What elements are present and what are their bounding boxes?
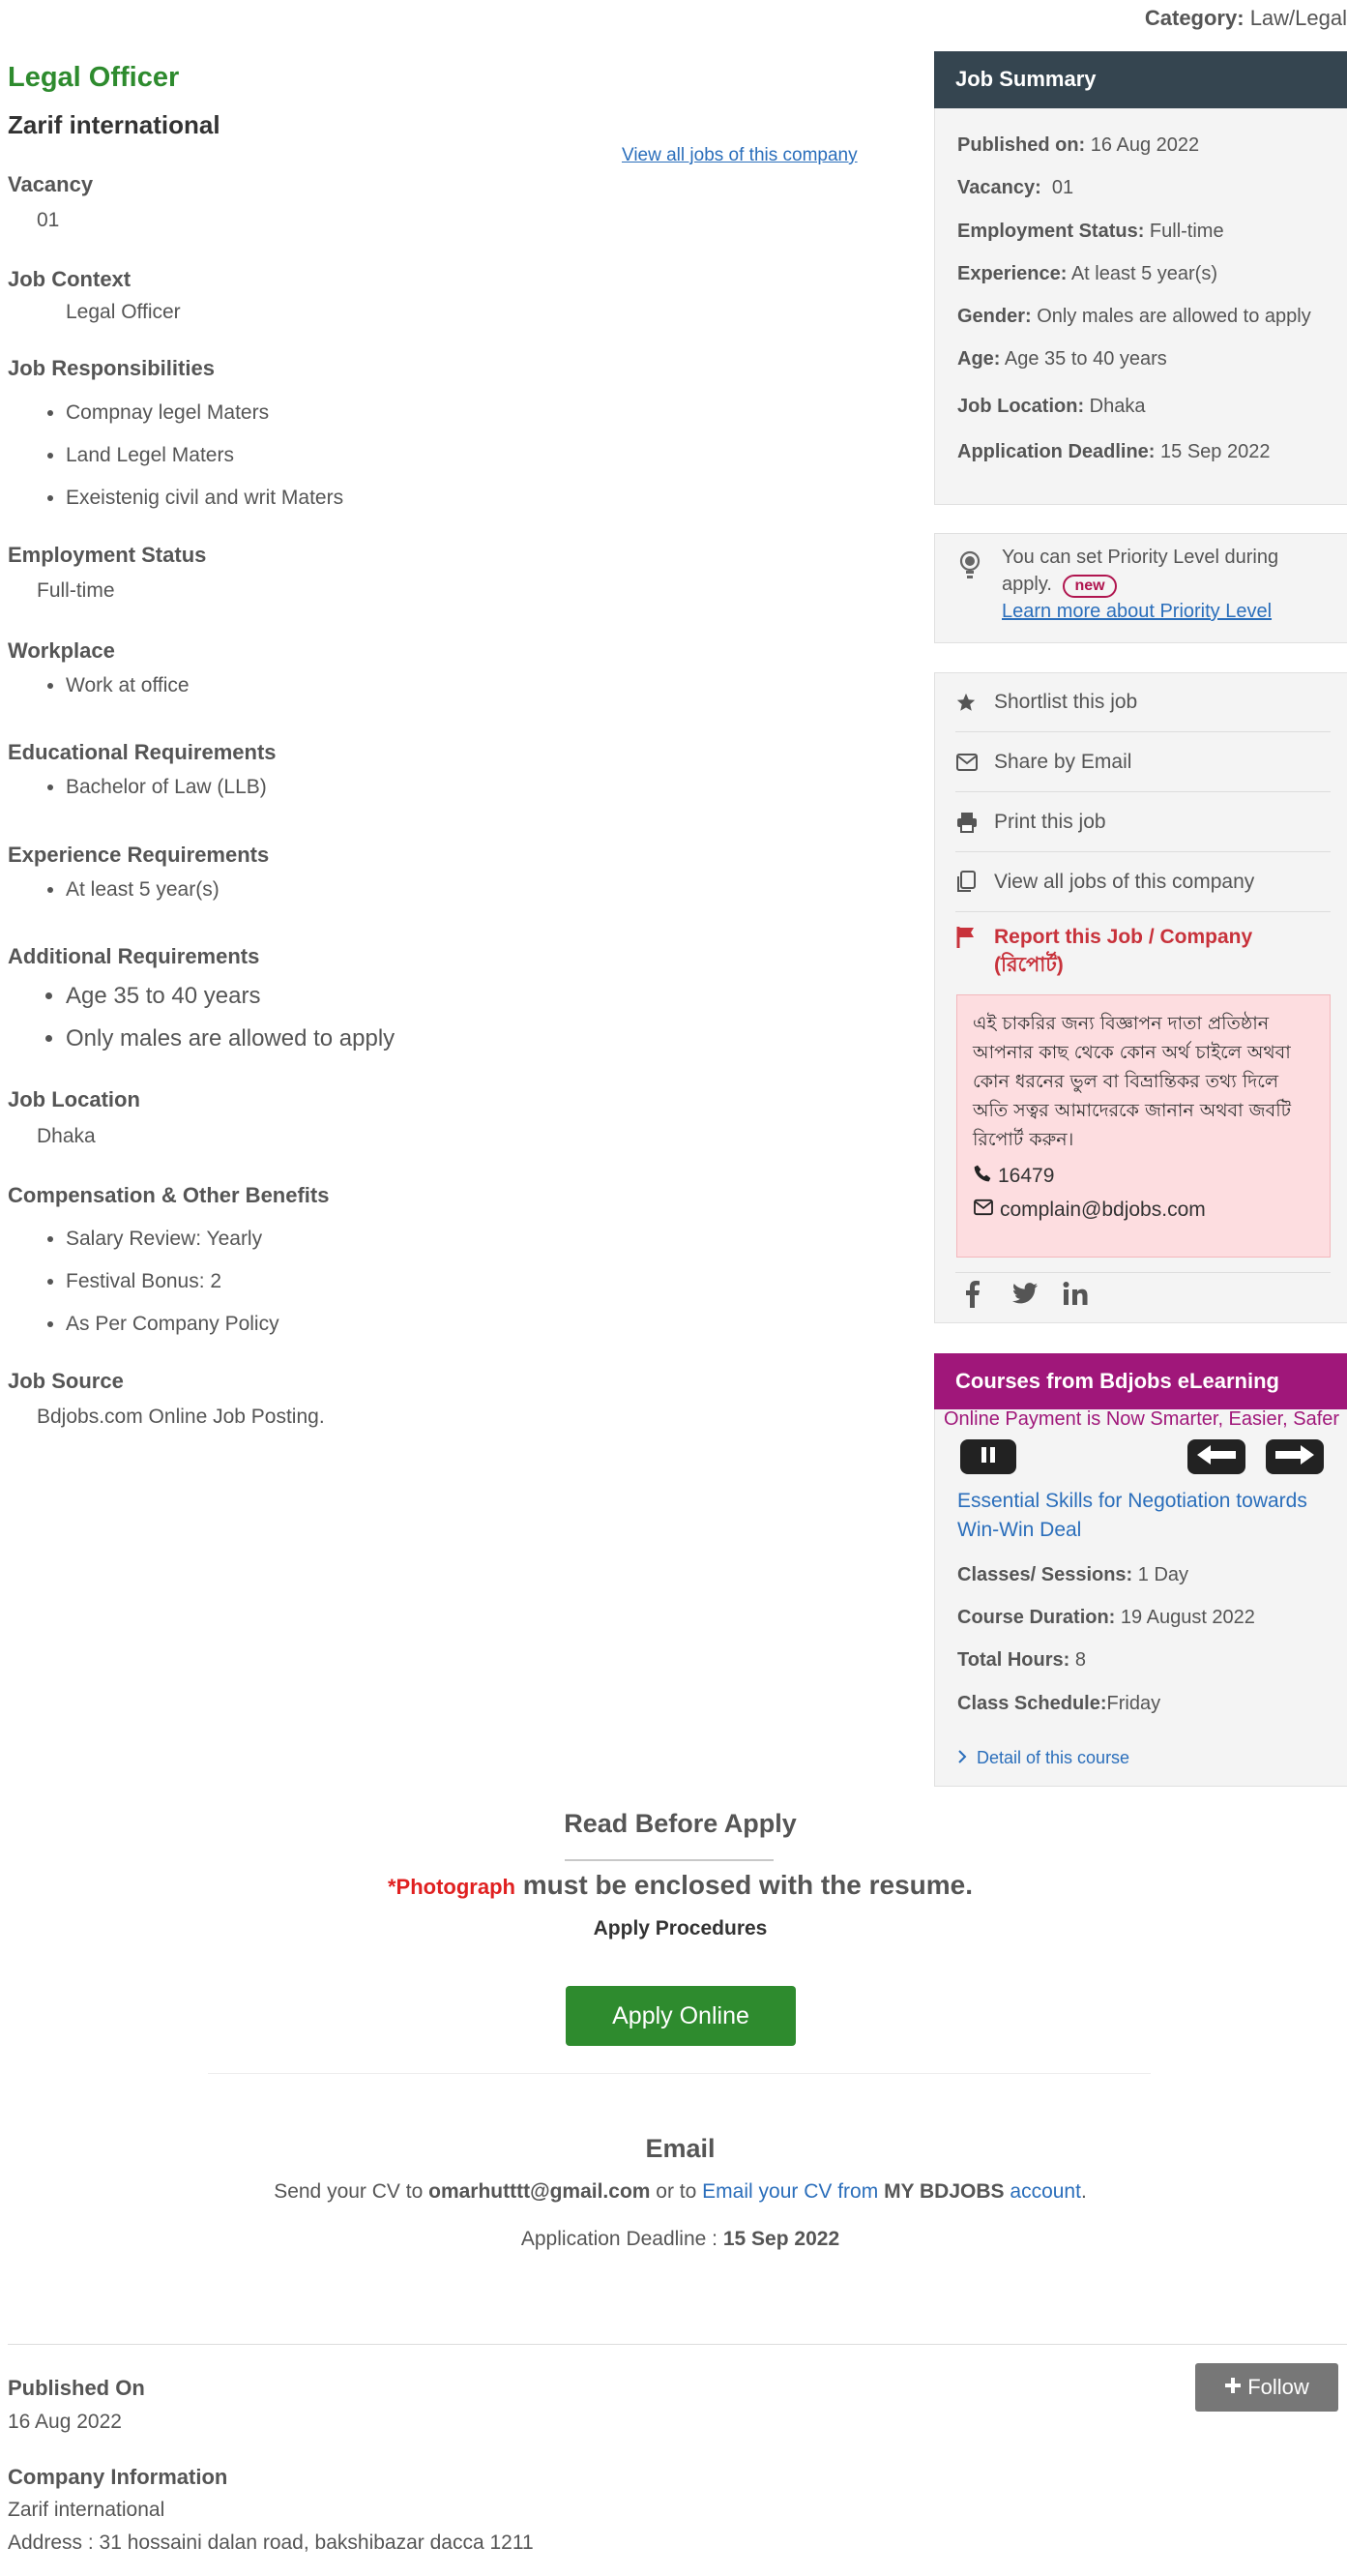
course-duration: Course Duration: 19 August 2022 — [957, 1607, 1255, 1628]
category-label: Category: — [1144, 6, 1245, 30]
flag-icon — [955, 926, 994, 949]
warning-text: এই চাকরির জন্য বিজ্ঞাপন দাতা প্রতিষ্ঠান আপনার কাছ থেকে কোন অর্থ চাইলে অথবা কোন ধরনের ভুল বা বিভ্রান্তিকর তথ্য দিলে অতি সত্বর আমাদেরকে জানান অথবা জবটি রিপোর্ট করুন। — [973, 1013, 1291, 1150]
list-item: • As Per Company Policy — [66, 1303, 279, 1346]
divider — [955, 1272, 1331, 1273]
photograph-notice: *Photograph must be enclosed with the resume. — [387, 1870, 973, 1900]
compensation-heading: Compensation & Other Benefits — [8, 1183, 330, 1207]
share-label: Share by Email — [994, 750, 1132, 773]
employment-status-heading: Employment Status — [8, 543, 207, 567]
print-job-button[interactable] — [955, 792, 1331, 852]
vacancy-value: 01 — [37, 209, 60, 231]
pause-icon — [981, 1446, 996, 1468]
report-label: Report this Job / Company (রিপোর্ট) — [994, 926, 1253, 976]
warning-phone: 16479 — [973, 1164, 1314, 1189]
apply-online-button[interactable]: Apply Online — [566, 1986, 796, 2046]
copy-icon — [955, 871, 994, 894]
additional-list — [35, 975, 395, 1060]
photograph-required: *Photograph — [387, 1875, 515, 1899]
list-item: • Exeistenig civil and writ Maters — [66, 477, 343, 519]
summary-deadline: Application Deadline: 15 Sep 2022 — [957, 441, 1271, 462]
courses-title: Courses from Bdjobs eLearning — [934, 1353, 1347, 1409]
new-badge: new — [1063, 575, 1116, 598]
plus-icon — [1224, 2375, 1242, 2400]
view-all-jobs-button[interactable] — [955, 852, 1331, 912]
email-heading: Email — [645, 2134, 716, 2163]
summary-experience: Experience: At least 5 year(s) — [957, 263, 1218, 284]
summary-employment-status: Employment Status: Full-time — [957, 221, 1224, 242]
published-on-value: 16 Aug 2022 — [8, 2411, 122, 2433]
company-name: Zarif international — [8, 110, 220, 139]
next-button[interactable] — [1266, 1439, 1324, 1474]
company-info-name: Zarif international — [8, 2499, 165, 2521]
category-line — [1145, 6, 1347, 31]
compensation-list — [35, 1218, 279, 1346]
list-item: • Work at office — [66, 673, 190, 698]
divider — [208, 2073, 1151, 2074]
email-cv-link[interactable]: Email your CV from MY BDJOBS account — [702, 2180, 1081, 2203]
summary-vacancy: Vacancy: 01 — [957, 177, 1074, 198]
course-hours: Total Hours: 8 — [957, 1649, 1086, 1671]
job-location-heading: Job Location — [8, 1087, 140, 1111]
chevron-right-icon — [957, 1748, 967, 1768]
list-item: • Festival Bonus: 2 — [66, 1260, 279, 1303]
twitter-icon[interactable] — [1012, 1283, 1038, 1309]
print-label: Print this job — [994, 810, 1106, 833]
list-item: • Bachelor of Law (LLB) — [66, 775, 267, 800]
job-location-value: Dhaka — [37, 1125, 96, 1147]
education-list — [35, 775, 267, 800]
envelope-icon — [973, 1199, 994, 1222]
course-detail-link[interactable]: Detail of this course — [957, 1748, 1129, 1768]
follow-button[interactable]: Follow — [1195, 2363, 1338, 2412]
arrow-left-icon — [1195, 1444, 1238, 1470]
course-title-link[interactable]: Essential Skills for Negotiation towards Win-Win Deal — [957, 1490, 1307, 1541]
job-source-heading: Job Source — [8, 1369, 124, 1393]
job-title: Legal Officer — [8, 62, 180, 93]
education-heading: Educational Requirements — [8, 740, 277, 764]
priority-info — [1002, 544, 1331, 625]
pause-button[interactable] — [960, 1439, 1016, 1474]
summary-gender: Gender: Only males are allowed to apply — [957, 306, 1311, 327]
warning-email: complain@bdjobs.com — [973, 1199, 1314, 1222]
send-cv-instructions: Send your CV to omarhutttt@gmail.com or to Email your CV from MY BDJOBS account. — [274, 2180, 1087, 2203]
course-sessions: Classes/ Sessions: 1 Day — [957, 1564, 1189, 1585]
priority-text: You can set Priority Level during apply. — [1002, 547, 1279, 595]
fraud-warning-box — [956, 994, 1331, 1258]
application-deadline: Application Deadline : 15 Sep 2022 — [520, 2228, 840, 2250]
arrow-right-icon — [1274, 1444, 1316, 1470]
additional-heading: Additional Requirements — [8, 944, 260, 968]
priority-learn-more-link[interactable]: Learn more about Priority Level — [1002, 601, 1273, 622]
summary-published: Published on: 16 Aug 2022 — [957, 134, 1200, 156]
category-value: Law/Legal — [1249, 6, 1347, 30]
star-icon — [955, 692, 994, 713]
envelope-icon — [955, 753, 994, 772]
prev-button[interactable] — [1187, 1439, 1245, 1474]
summary-location: Job Location: Dhaka — [957, 396, 1146, 417]
apply-procedures-heading: Apply Procedures — [593, 1917, 768, 1939]
responsibilities-heading: Job Responsibilities — [8, 356, 215, 380]
list-item: • Only males are allowed to apply — [66, 1018, 395, 1060]
divider — [565, 1859, 774, 1861]
responsibilities-list — [35, 392, 343, 519]
facebook-icon[interactable] — [965, 1281, 981, 1313]
divider — [8, 2344, 1347, 2345]
share-email-button[interactable] — [955, 732, 1331, 792]
cv-email-address: omarhutttt@gmail.com — [428, 2180, 651, 2203]
job-context-value: Legal Officer — [66, 301, 181, 323]
lightbulb-icon — [957, 549, 982, 585]
view-all-label: View all jobs of this company — [994, 870, 1255, 893]
experience-list — [35, 877, 220, 903]
workplace-heading: Workplace — [8, 638, 115, 663]
job-context-heading: Job Context — [8, 267, 132, 291]
workplace-list — [35, 673, 190, 698]
summary-age: Age: Age 35 to 40 years — [957, 348, 1167, 370]
list-item: • Salary Review: Yearly — [66, 1218, 279, 1260]
printer-icon — [955, 812, 994, 833]
read-before-apply-heading: Read Before Apply — [564, 1809, 797, 1838]
experience-heading: Experience Requirements — [8, 843, 270, 867]
list-item: • Land Legel Maters — [66, 434, 343, 477]
view-all-jobs-link[interactable]: View all jobs of this company — [622, 145, 858, 165]
course-schedule: Class Schedule:Friday — [957, 1693, 1161, 1714]
job-source-value: Bdjobs.com Online Job Posting. — [37, 1406, 325, 1428]
shortlist-job-button[interactable] — [955, 672, 1331, 732]
courses-marquee: Online Payment is Now Smarter, Easier, Safer — [944, 1408, 1340, 1430]
linkedin-icon[interactable] — [1063, 1282, 1088, 1310]
list-item: • Age 35 to 40 years — [66, 975, 395, 1018]
shortlist-label: Shortlist this job — [994, 690, 1138, 713]
vacancy-heading: Vacancy — [8, 172, 94, 196]
published-on-heading: Published On — [8, 2376, 145, 2400]
company-address: Address : 31 hossaini dalan road, bakshibazar dacca 1211 — [8, 2532, 534, 2554]
employment-status-value: Full-time — [37, 579, 115, 602]
company-info-heading: Company Information — [8, 2465, 228, 2489]
list-item: • Compnay legel Maters — [66, 392, 343, 434]
report-job-button[interactable] — [955, 912, 1331, 984]
phone-icon — [973, 1164, 992, 1189]
list-item: • At least 5 year(s) — [66, 877, 220, 903]
job-summary-title: Job Summary — [934, 51, 1347, 108]
